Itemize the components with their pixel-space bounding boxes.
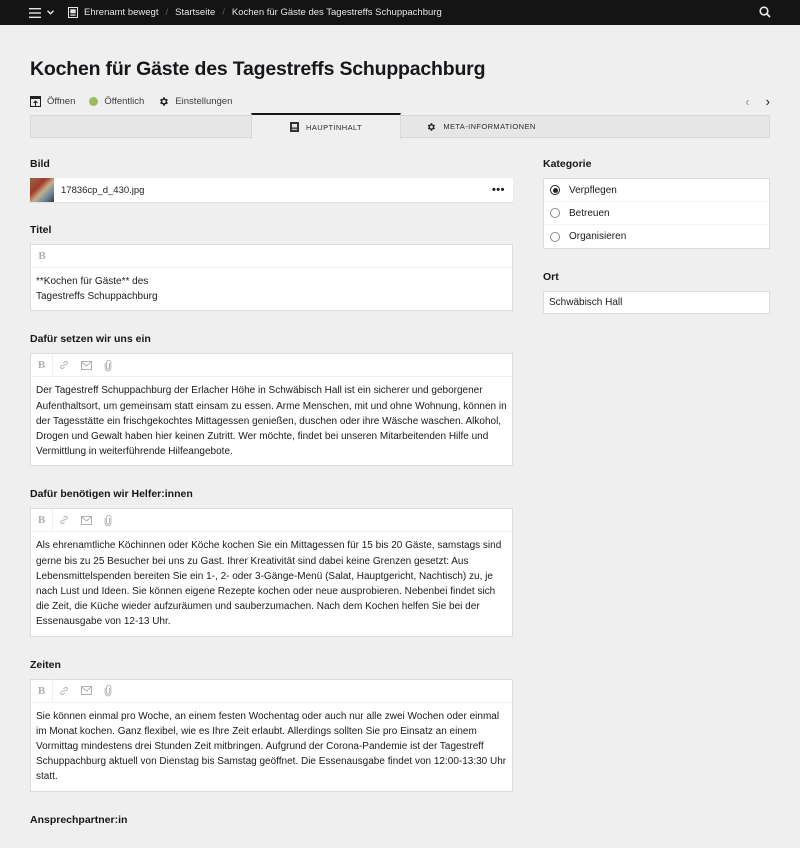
location-label: Ort xyxy=(543,271,559,283)
tab-hauptinhalt-label: HAUPTINHALT xyxy=(306,122,362,132)
link-icon xyxy=(59,515,69,525)
radio-unchecked-icon[interactable] xyxy=(550,208,560,218)
search-icon xyxy=(759,6,771,18)
settings-label: Einstellungen xyxy=(175,95,233,107)
hamburger-icon xyxy=(29,8,41,18)
category-field xyxy=(543,158,770,249)
open-button[interactable] xyxy=(30,96,75,107)
breadcrumb xyxy=(68,7,442,18)
link-icon xyxy=(59,686,69,696)
location-field xyxy=(543,271,770,314)
title-input[interactable] xyxy=(31,268,512,310)
link-icon xyxy=(59,360,69,370)
title-line-2: Tagestreffs Schuppachburg xyxy=(36,291,158,303)
breadcrumb-startseite[interactable]: Startseite xyxy=(175,7,216,18)
commitment-editor xyxy=(30,353,513,466)
email-button[interactable] xyxy=(75,679,97,702)
image-picker[interactable] xyxy=(30,178,513,202)
site-icon xyxy=(68,7,78,18)
previous-page-button[interactable]: ‹ xyxy=(745,93,750,109)
times-editor xyxy=(30,679,513,792)
main-column xyxy=(30,158,513,848)
breadcrumb-separator: / xyxy=(222,7,225,18)
helpers-editor xyxy=(30,508,513,636)
attachment-button[interactable] xyxy=(97,354,119,377)
commitment-input[interactable]: Der Tagestreff Schuppachburg der Erlacher Höhe in Schwäbisch Hall ist ein sicherer und geborgener Aufenthaltsort, um gemeinsam statt einsam zu essen. Arme Menschen, mit und ohne Wohnung, können in der Tagesstätte ein frischgekochtes Mittagessen genießen, duschen oder ihre Wäsche waschen. Alkohol, Drogen und Gewalt haben hier keinen Zutritt. Wer möchte, findet bei unseren Mitarbeitenden Hilfe und Vermittlung in weiterführende Hilfeangebote. xyxy=(36,385,507,458)
helpers-label: Dafür benötigen wir Helfer:innen xyxy=(30,488,193,501)
category-option-verpflegen[interactable] xyxy=(544,179,769,202)
category-option-label: Betreuen xyxy=(569,207,610,219)
gear-icon xyxy=(426,122,436,132)
contact-field xyxy=(30,814,513,826)
envelope-icon xyxy=(81,361,92,370)
rte-toolbar xyxy=(31,680,512,703)
times-label: Zeiten xyxy=(30,658,61,671)
status-dot-icon xyxy=(89,97,98,106)
commitment-field xyxy=(30,333,513,466)
image-field xyxy=(30,158,513,202)
envelope-icon xyxy=(81,516,92,525)
attachment-button[interactable] xyxy=(97,509,119,532)
helpers-input[interactable]: Als ehrenamtliche Köchinnen oder Köche kochen Sie ein Mittagessen für 15 bis 20 Gäste, samstags sind gerne bis zu 25 Besucher bei uns zu Gast. Ihrer Kreativität sind dabei keine Grenzen gesetzt: Aus Lebensmittelspenden bereiten Sie ein 1-, 2- oder 3-Gänge-Menü (Salat, Hauptgericht, Nachtisch) zu, je nach Lust und Ideen. Sie können eigene Rezepte kochen oder neue ausprobieren. Nebenbei findet sich die Zeit, die Küche wieder aufzuräumen und sauberzumachen. Nach dem Kochen helfen Sie bei der Essenausgabe von 12-13 Uhr. xyxy=(36,540,502,628)
location-input[interactable] xyxy=(543,291,770,314)
tab-bar xyxy=(30,115,770,138)
tab-meta-label: META-INFORMATIONEN xyxy=(443,122,536,131)
times-field xyxy=(30,659,513,792)
breadcrumb-separator: / xyxy=(165,7,169,18)
side-column xyxy=(543,158,770,848)
bold-button[interactable]: B xyxy=(31,509,53,532)
commitment-label: Dafür setzen wir uns ein xyxy=(30,333,151,346)
paperclip-icon xyxy=(104,515,112,526)
category-option-organisieren[interactable] xyxy=(544,225,769,248)
open-in-new-icon xyxy=(30,96,41,107)
document-actions xyxy=(30,94,770,108)
search-button[interactable] xyxy=(759,6,771,21)
radio-checked-icon[interactable] xyxy=(550,185,560,195)
next-page-button[interactable]: › xyxy=(765,93,770,109)
category-option-betreuen[interactable] xyxy=(544,202,769,225)
breadcrumb-site[interactable]: Ehrenamt bewegt xyxy=(84,7,159,18)
link-button[interactable] xyxy=(53,354,75,377)
image-label: Bild xyxy=(30,158,50,170)
chevron-down-icon xyxy=(47,10,54,15)
bold-button[interactable]: B xyxy=(31,679,53,702)
breadcrumb-current-page[interactable]: Kochen für Gäste des Tagestreffs Schuppachburg xyxy=(231,7,442,18)
pager xyxy=(745,94,770,109)
email-button[interactable] xyxy=(75,509,97,532)
tab-spacer xyxy=(31,116,251,138)
category-option-label: Organisieren xyxy=(569,231,627,242)
email-button[interactable] xyxy=(75,354,97,377)
more-options-icon[interactable]: ••• xyxy=(491,183,505,196)
title-line-1: **Kochen für Gäste** des xyxy=(36,276,149,287)
radio-unchecked-icon[interactable] xyxy=(550,232,560,242)
settings-button[interactable] xyxy=(158,96,232,107)
title-field xyxy=(30,224,513,311)
times-input[interactable]: Sie können einmal pro Woche, an einem festen Wochentag oder auch nur alle zwei Wochen oder einmal im Monat kochen. Ganz flexibel, wie es Ihre Zeit erlaubt. Allerdings sollten Sie pro Einsatz an einem Vormittag mindestens drei Stunden Zeit mitbringen. Aufgrund der Corona-Pandemie ist der Tagestreff Schuppachburg aktuell von Dienstag bis Samstag geöffnet. Die Essenausgabe findet von 12:00-13:30 Uhr statt. xyxy=(36,710,507,783)
paperclip-icon xyxy=(104,360,112,371)
title-label: Titel xyxy=(30,224,52,236)
title-editor xyxy=(30,244,513,311)
page-icon xyxy=(290,122,299,132)
title-toolbar xyxy=(31,245,512,268)
paperclip-icon xyxy=(104,685,112,696)
envelope-icon xyxy=(81,686,92,695)
tab-meta-informationen[interactable] xyxy=(401,116,561,138)
gear-icon xyxy=(158,96,169,107)
menu-toggle-button[interactable] xyxy=(29,8,54,18)
page-title: Kochen für Gäste des Tagestreffs Schuppachburg xyxy=(30,58,486,80)
attachment-button[interactable] xyxy=(97,679,119,702)
content-area xyxy=(30,158,770,848)
bold-button[interactable]: B xyxy=(38,250,46,262)
visibility-status[interactable] xyxy=(89,96,144,107)
category-option-label: Verpflegen xyxy=(569,184,617,196)
image-filename[interactable]: 17836cp_d_430.jpg xyxy=(61,184,145,196)
tab-rest xyxy=(561,116,769,138)
open-label: Öffnen xyxy=(47,95,76,107)
helpers-field xyxy=(30,488,513,636)
top-bar xyxy=(0,0,800,25)
category-label: Kategorie xyxy=(543,158,592,170)
link-button[interactable] xyxy=(53,509,75,532)
bold-button[interactable]: B xyxy=(31,354,53,377)
rte-toolbar xyxy=(31,354,512,377)
contact-label: Ansprechpartner:in xyxy=(30,813,128,826)
status-label: Öffentlich xyxy=(104,95,145,107)
tab-hauptinhalt[interactable] xyxy=(251,113,401,139)
rte-toolbar xyxy=(31,509,512,532)
link-button[interactable] xyxy=(53,679,75,702)
category-radio-group xyxy=(543,178,770,249)
image-thumbnail[interactable] xyxy=(30,178,54,202)
